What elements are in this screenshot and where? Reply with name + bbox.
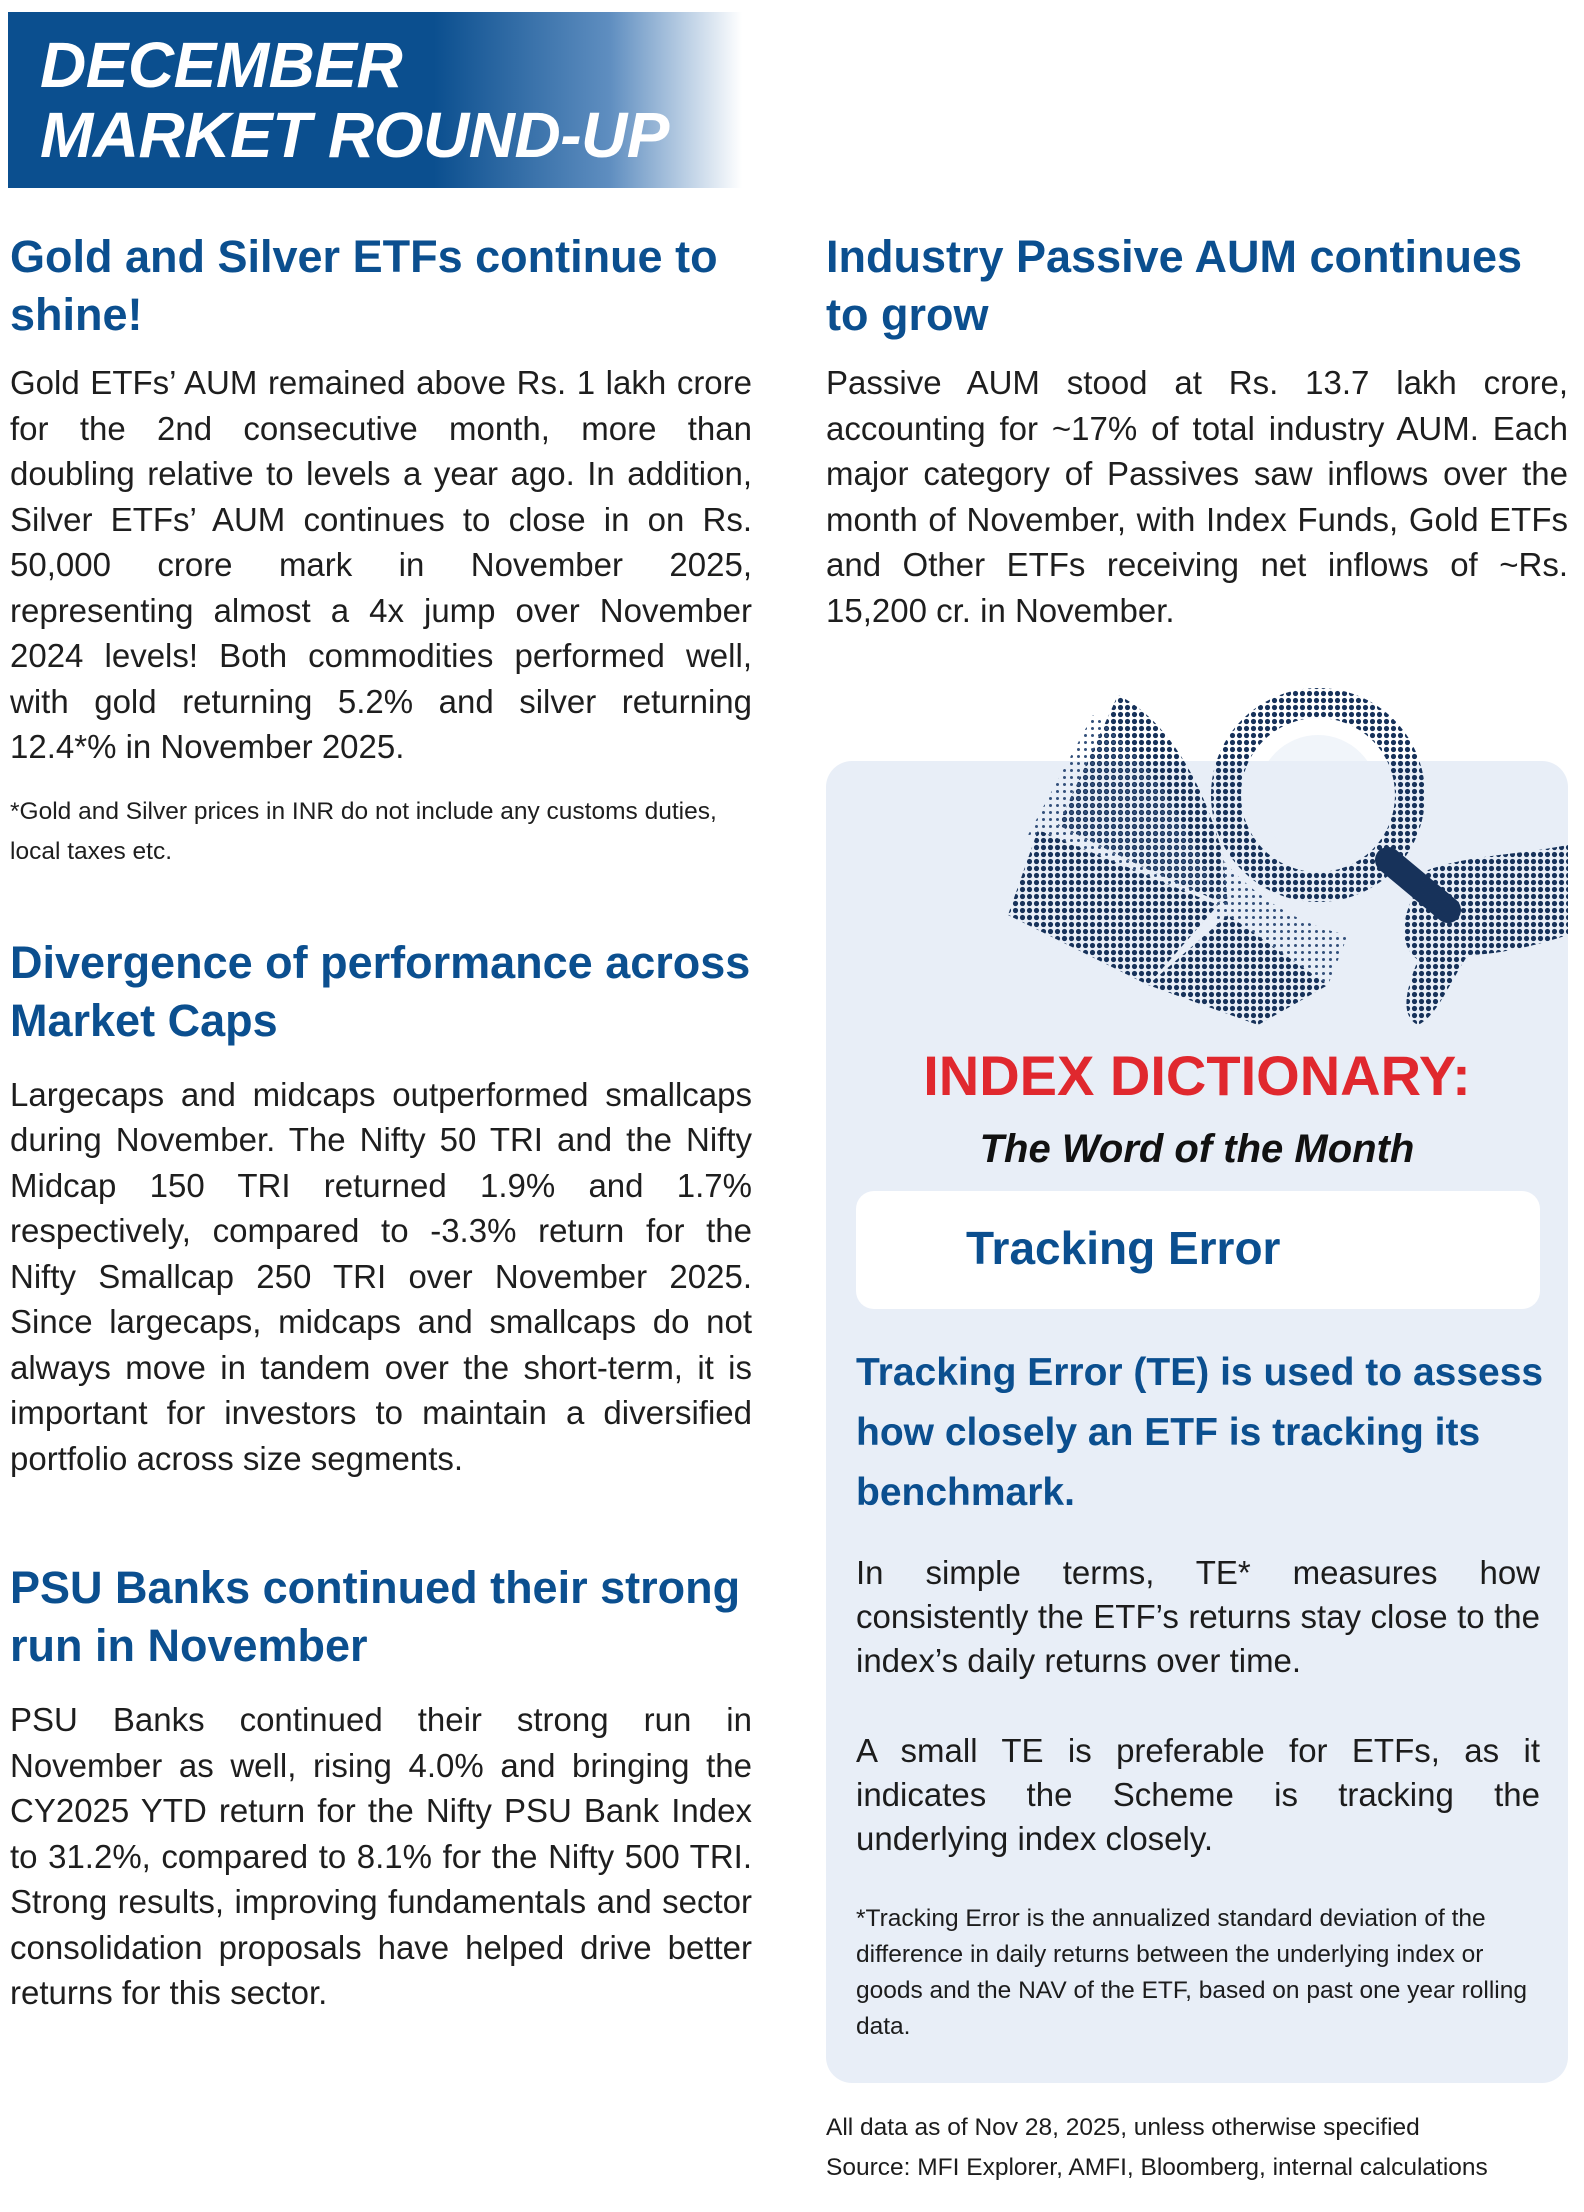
page-title <box>40 30 669 170</box>
definition-paragraph-2: A small TE is preferable for ETFs, as it indicates the Scheme is tracking the underlying index closely. <box>856 1732 1540 1857</box>
gold-silver-heading: Gold and Silver ETFs continue to shine! <box>10 231 718 340</box>
tracking-error-footnote: *Tracking Error is the annualized standard deviation of the difference in daily returns between the underlying index or goods and the NAV of the ETF, based on past one year rolling data. <box>856 1905 1527 2040</box>
data-date-note: All data as of Nov 28, 2025, unless otherwise specified <box>826 2114 1420 2141</box>
data-source-note: Source: MFI Explorer, AMFI, Bloomberg, internal calculations <box>826 2154 1488 2181</box>
definition-paragraph-1: In simple terms, TE* measures how consistently the ETF’s returns stay close to the index’s daily returns over time. <box>856 1554 1540 1679</box>
data-source-footer <box>826 2108 1568 2188</box>
magnifying-glass-icon <box>1226 703 1448 910</box>
psu-banks-section <box>10 1559 752 2016</box>
psu-banks-body: PSU Banks continued their strong run in November as well, rising 4.0% and bringing the CY2025 YTD return for the Nifty PSU Bank Index to 31.2%, compared to 8.1% for the Nifty 500 TRI. Strong results, improving fundamentals and sector consolidation proposals have helped drive better returns for this sector. <box>10 1701 752 2011</box>
market-caps-section <box>10 934 752 1482</box>
index-dictionary-card <box>826 761 1568 2083</box>
definition-lead: Tracking Error (TE) is used to assess how closely an ETF is tracking its benchmark. <box>856 1351 1544 1514</box>
title-line-1: DECEMBER <box>40 29 403 101</box>
hand-icon <box>1404 845 1568 1025</box>
book-magnifier-illustration <box>998 655 1568 1035</box>
passive-aum-heading: Industry Passive AUM continues to grow <box>826 231 1523 340</box>
index-dictionary-heading: INDEX DICTIONARY: <box>923 1044 1471 1107</box>
gold-silver-footnote: *Gold and Silver prices in INR do not include any customs duties, local taxes etc. <box>10 797 717 865</box>
header-banner <box>8 12 742 188</box>
gold-silver-body: Gold ETFs’ AUM remained above Rs. 1 lakh crore for the 2nd consecutive month, more than doubling relative to levels a year ago. In addition, Silver ETFs’ AUM continues to close in on Rs. 50,000 crore mark in November 2025, representing almost a 4x jump over November 2024 levels! Both commodities performed well, with gold returning 5.2% and silver returning 12.4*% in November 2025. <box>10 364 752 765</box>
title-line-2: MARKET ROUND-UP <box>40 99 669 171</box>
psu-banks-heading: PSU Banks continued their strong run in November <box>10 1562 741 1671</box>
passive-aum-body: Passive AUM stood at Rs. 13.7 lakh crore, accounting for ~17% of total industry AUM. Each major category of Passives saw inflows over the month of November, with Index Funds, Gold ETFs and Other ETFs receiving net inflows of ~Rs. 15,200 cr. in November. <box>826 364 1568 629</box>
market-caps-body: Largecaps and midcaps outperformed smallcaps during November. The Nifty 50 TRI and the Nifty Midcap 150 TRI returned 1.9% and 1.7% respectively, compared to -3.3% return for the Nifty Smallcap 250 TRI over November 2025. Since largecaps, midcaps and smallcaps do not always move in tandem over the short-term, it is important for investors to maintain a diversified portfolio across size segments. <box>10 1075 752 1477</box>
right-column <box>826 228 1568 633</box>
left-column <box>10 228 752 2016</box>
word-of-month-subheading: The Word of the Month <box>979 1127 1415 1171</box>
passive-aum-section <box>826 228 1568 633</box>
gold-silver-section <box>10 228 752 872</box>
word-of-month: Tracking Error <box>966 1222 1281 1274</box>
market-caps-heading: Divergence of performance across Market Caps <box>10 936 751 1046</box>
word-of-month-box <box>856 1191 1540 1309</box>
